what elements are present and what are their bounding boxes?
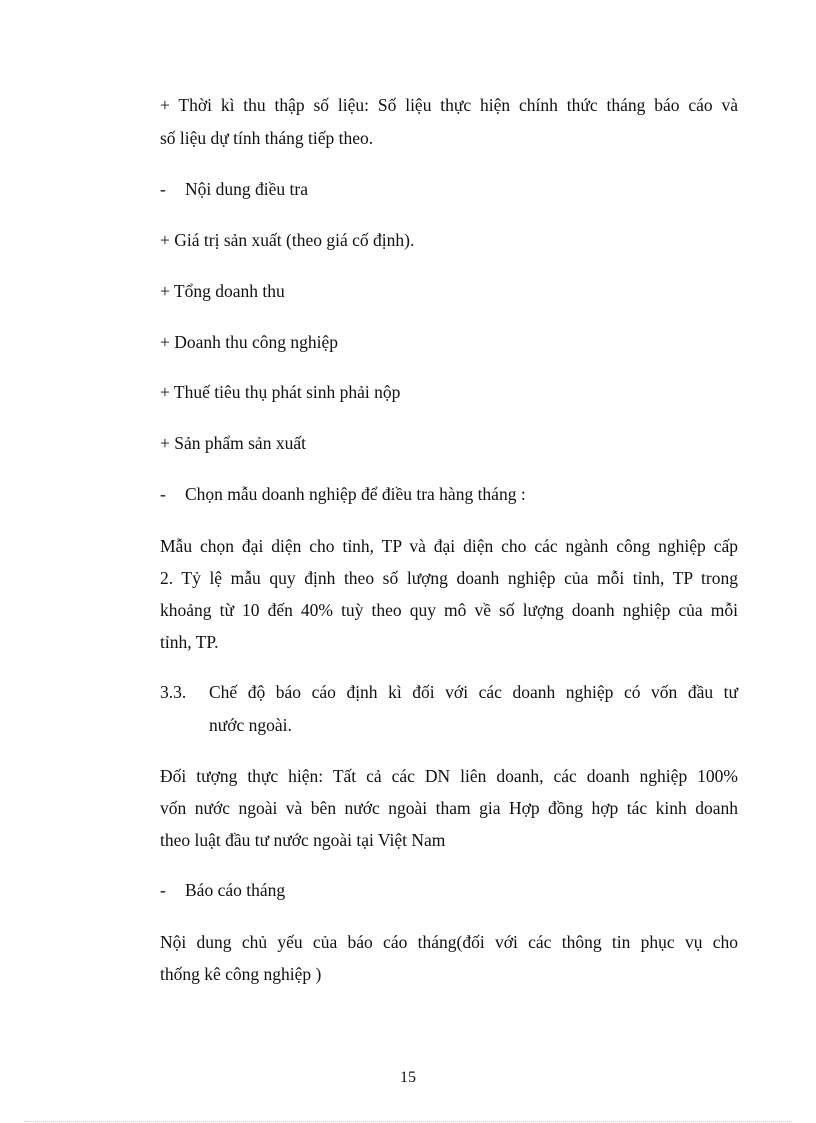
- page-bottom-divider: [24, 1121, 792, 1122]
- text-line: + Tổng doanh thu: [160, 281, 285, 301]
- dash-list-item: [160, 880, 738, 900]
- section-heading: nước ngoài.: [209, 715, 292, 735]
- section-number: 3.3.: [160, 682, 187, 702]
- text-line: + Thời kì thu thập số liệu: Số liệu thực hiện chính thức tháng báo cáo và: [160, 95, 738, 115]
- text-line: + Thuế tiêu thụ phát sinh phải nộp: [160, 382, 401, 402]
- dash-bullet: -: [160, 880, 166, 900]
- paragraph-line: theo luật đầu tư nước ngoài tại Việt Nam: [160, 830, 446, 850]
- paragraph-line: Nội dung chủ yếu của báo cáo tháng(đối với các thông tin phục vụ cho: [160, 932, 738, 952]
- dash-list-item: [160, 484, 738, 504]
- dash-bullet: -: [160, 179, 166, 199]
- text-line: + Sản phẩm sản xuất: [160, 433, 306, 453]
- list-item-text: Chọn mẫu doanh nghiệp để điều tra hàng tháng :: [185, 484, 526, 504]
- dash-list-item: [160, 179, 738, 199]
- text-line: + Doanh thu công nghiệp: [160, 332, 339, 352]
- paragraph-line: tỉnh, TP.: [160, 632, 219, 652]
- paragraph-line: thống kê công nghiệp ): [160, 964, 322, 984]
- dash-bullet: -: [160, 484, 166, 504]
- list-item-text: Báo cáo tháng: [185, 880, 286, 900]
- page-number: 15: [400, 1069, 416, 1086]
- paragraph-line: vốn nước ngoài và bên nước ngoài tham gia Hợp đồng hợp tác kinh doanh: [160, 798, 738, 818]
- paragraph-line: khoảng từ 10 đến 40% tuỳ theo quy mô về số lượng doanh nghiệp của mỗi: [160, 600, 738, 620]
- text-line: + Giá trị sản xuất (theo giá cố định).: [160, 230, 415, 250]
- list-item-text: Nội dung điều tra: [185, 179, 308, 199]
- section-heading: Chế độ báo cáo định kì đối với các doanh nghiệp có vốn đầu tư: [209, 682, 738, 702]
- paragraph-line: Mẫu chọn đại diện cho tỉnh, TP và đại diện cho các ngành công nghiệp cấp: [160, 536, 738, 556]
- paragraph-line: Đối tượng thực hiện: Tất cả các DN liên doanh, các doanh nghiệp 100%: [160, 766, 738, 786]
- text-line: số liệu dự tính tháng tiếp theo.: [160, 128, 374, 148]
- paragraph-line: 2. Tỷ lệ mẫu quy định theo số lượng doanh nghiệp của mỗi tỉnh, TP trong: [160, 568, 738, 588]
